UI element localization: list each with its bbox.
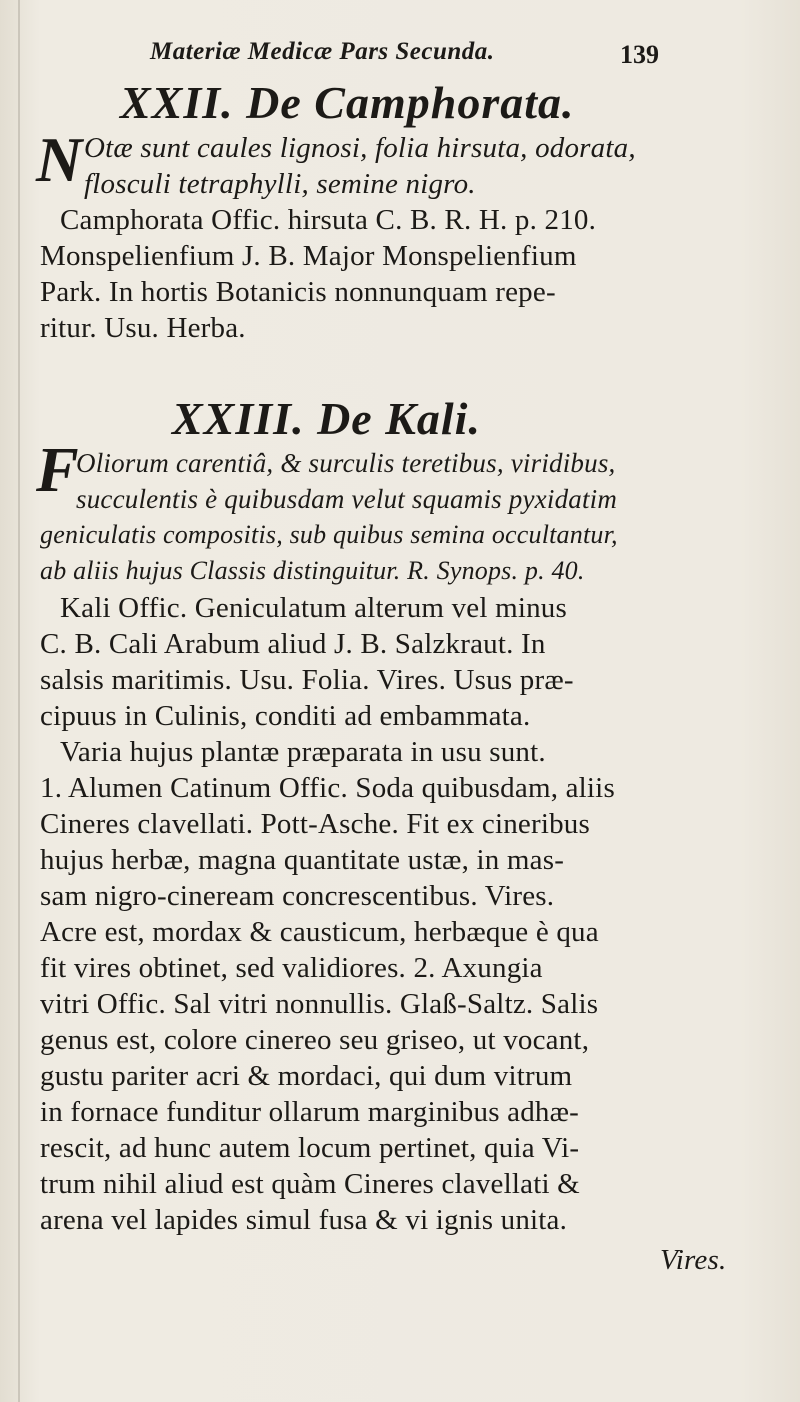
catchword: Vires. — [660, 1244, 727, 1276]
text-line: hujus herbæ, magna quantitate ustæ, in mas- — [40, 844, 565, 876]
text-line: salsis maritimis. Usu. Folia. Vires. Usus præ- — [40, 664, 574, 696]
text-line: C. B. Cali Arabum aliud J. B. Salzkraut. In — [40, 628, 546, 660]
text-line: rescit, ad hunc autem locum pertinet, quia Vi- — [40, 1132, 580, 1164]
page-gutter-edge — [18, 0, 20, 1402]
text-line: Acre est, mordax & causticum, herbæque è qua — [40, 916, 599, 948]
drop-cap-n: N — [36, 124, 83, 195]
text-line: vitri Offic. Sal vitri nonnullis. Glaß-Saltz. Salis — [40, 988, 599, 1020]
drop-cap-f: F — [36, 434, 79, 505]
text-line: 1. Alumen Catinum Offic. Soda quibusdam, aliis — [40, 772, 615, 804]
text-line: Oliorum carentiâ, & surculis teretibus, viridibus, — [76, 448, 616, 478]
text-line: sam nigro-cineream concrescentibus. Vires. — [40, 880, 555, 912]
text-line: in fornace funditur ollarum marginibus adhæ- — [40, 1096, 579, 1128]
text-line: Park. In hortis Botanicis nonnunquam repe- — [40, 276, 556, 308]
text-line: ab aliis hujus Classis distinguitur. R. Synops. p. 40. — [40, 556, 585, 585]
text-line: fit vires obtinet, sed validiores. 2. Axungia — [40, 952, 543, 984]
text-line: arena vel lapides simul fusa & vi ignis unita. — [40, 1204, 568, 1236]
text-line: Kali Offic. Geniculatum alterum vel minus — [60, 592, 567, 624]
text-line: Camphorata Offic. hirsuta C. B. R. H. p. 210. — [60, 204, 597, 236]
text-line: geniculatis compositis, sub quibus semina occultantur, — [40, 520, 618, 549]
text-line: ritur. Usu. Herba. — [40, 312, 246, 344]
text-line: genus est, colore cinereo seu griseo, ut vocant, — [40, 1024, 590, 1056]
running-title: Materiæ Medicæ Pars Secunda. — [150, 38, 495, 65]
text-line: succulentis è quibusdam velut squamis pyxidatim — [76, 484, 618, 514]
text-line: Cineres clavellati. Pott-Asche. Fit ex cineribus — [40, 808, 590, 840]
text-line: trum nihil aliud est quàm Cineres clavellati & — [40, 1168, 580, 1200]
text-line: Monspelienfium J. B. Major Monspelienfium — [40, 240, 577, 272]
section-heading-camphorata: XXII. De Camphorata. — [120, 77, 575, 128]
text-line: Otæ sunt caules lignosi, folia hirsuta, odorata, — [84, 132, 636, 164]
page-number: 139 — [620, 40, 659, 69]
section-heading-kali: XXIII. De Kali. — [172, 393, 481, 444]
text-line: Varia hujus plantæ præparata in usu sunt. — [60, 736, 546, 768]
text-line: gustu pariter acri & mordaci, qui dum vitrum — [40, 1060, 573, 1092]
text-line: flosculi tetraphylli, semine nigro. — [84, 168, 476, 200]
text-line: cipuus in Culinis, conditi ad embammata. — [40, 700, 531, 732]
